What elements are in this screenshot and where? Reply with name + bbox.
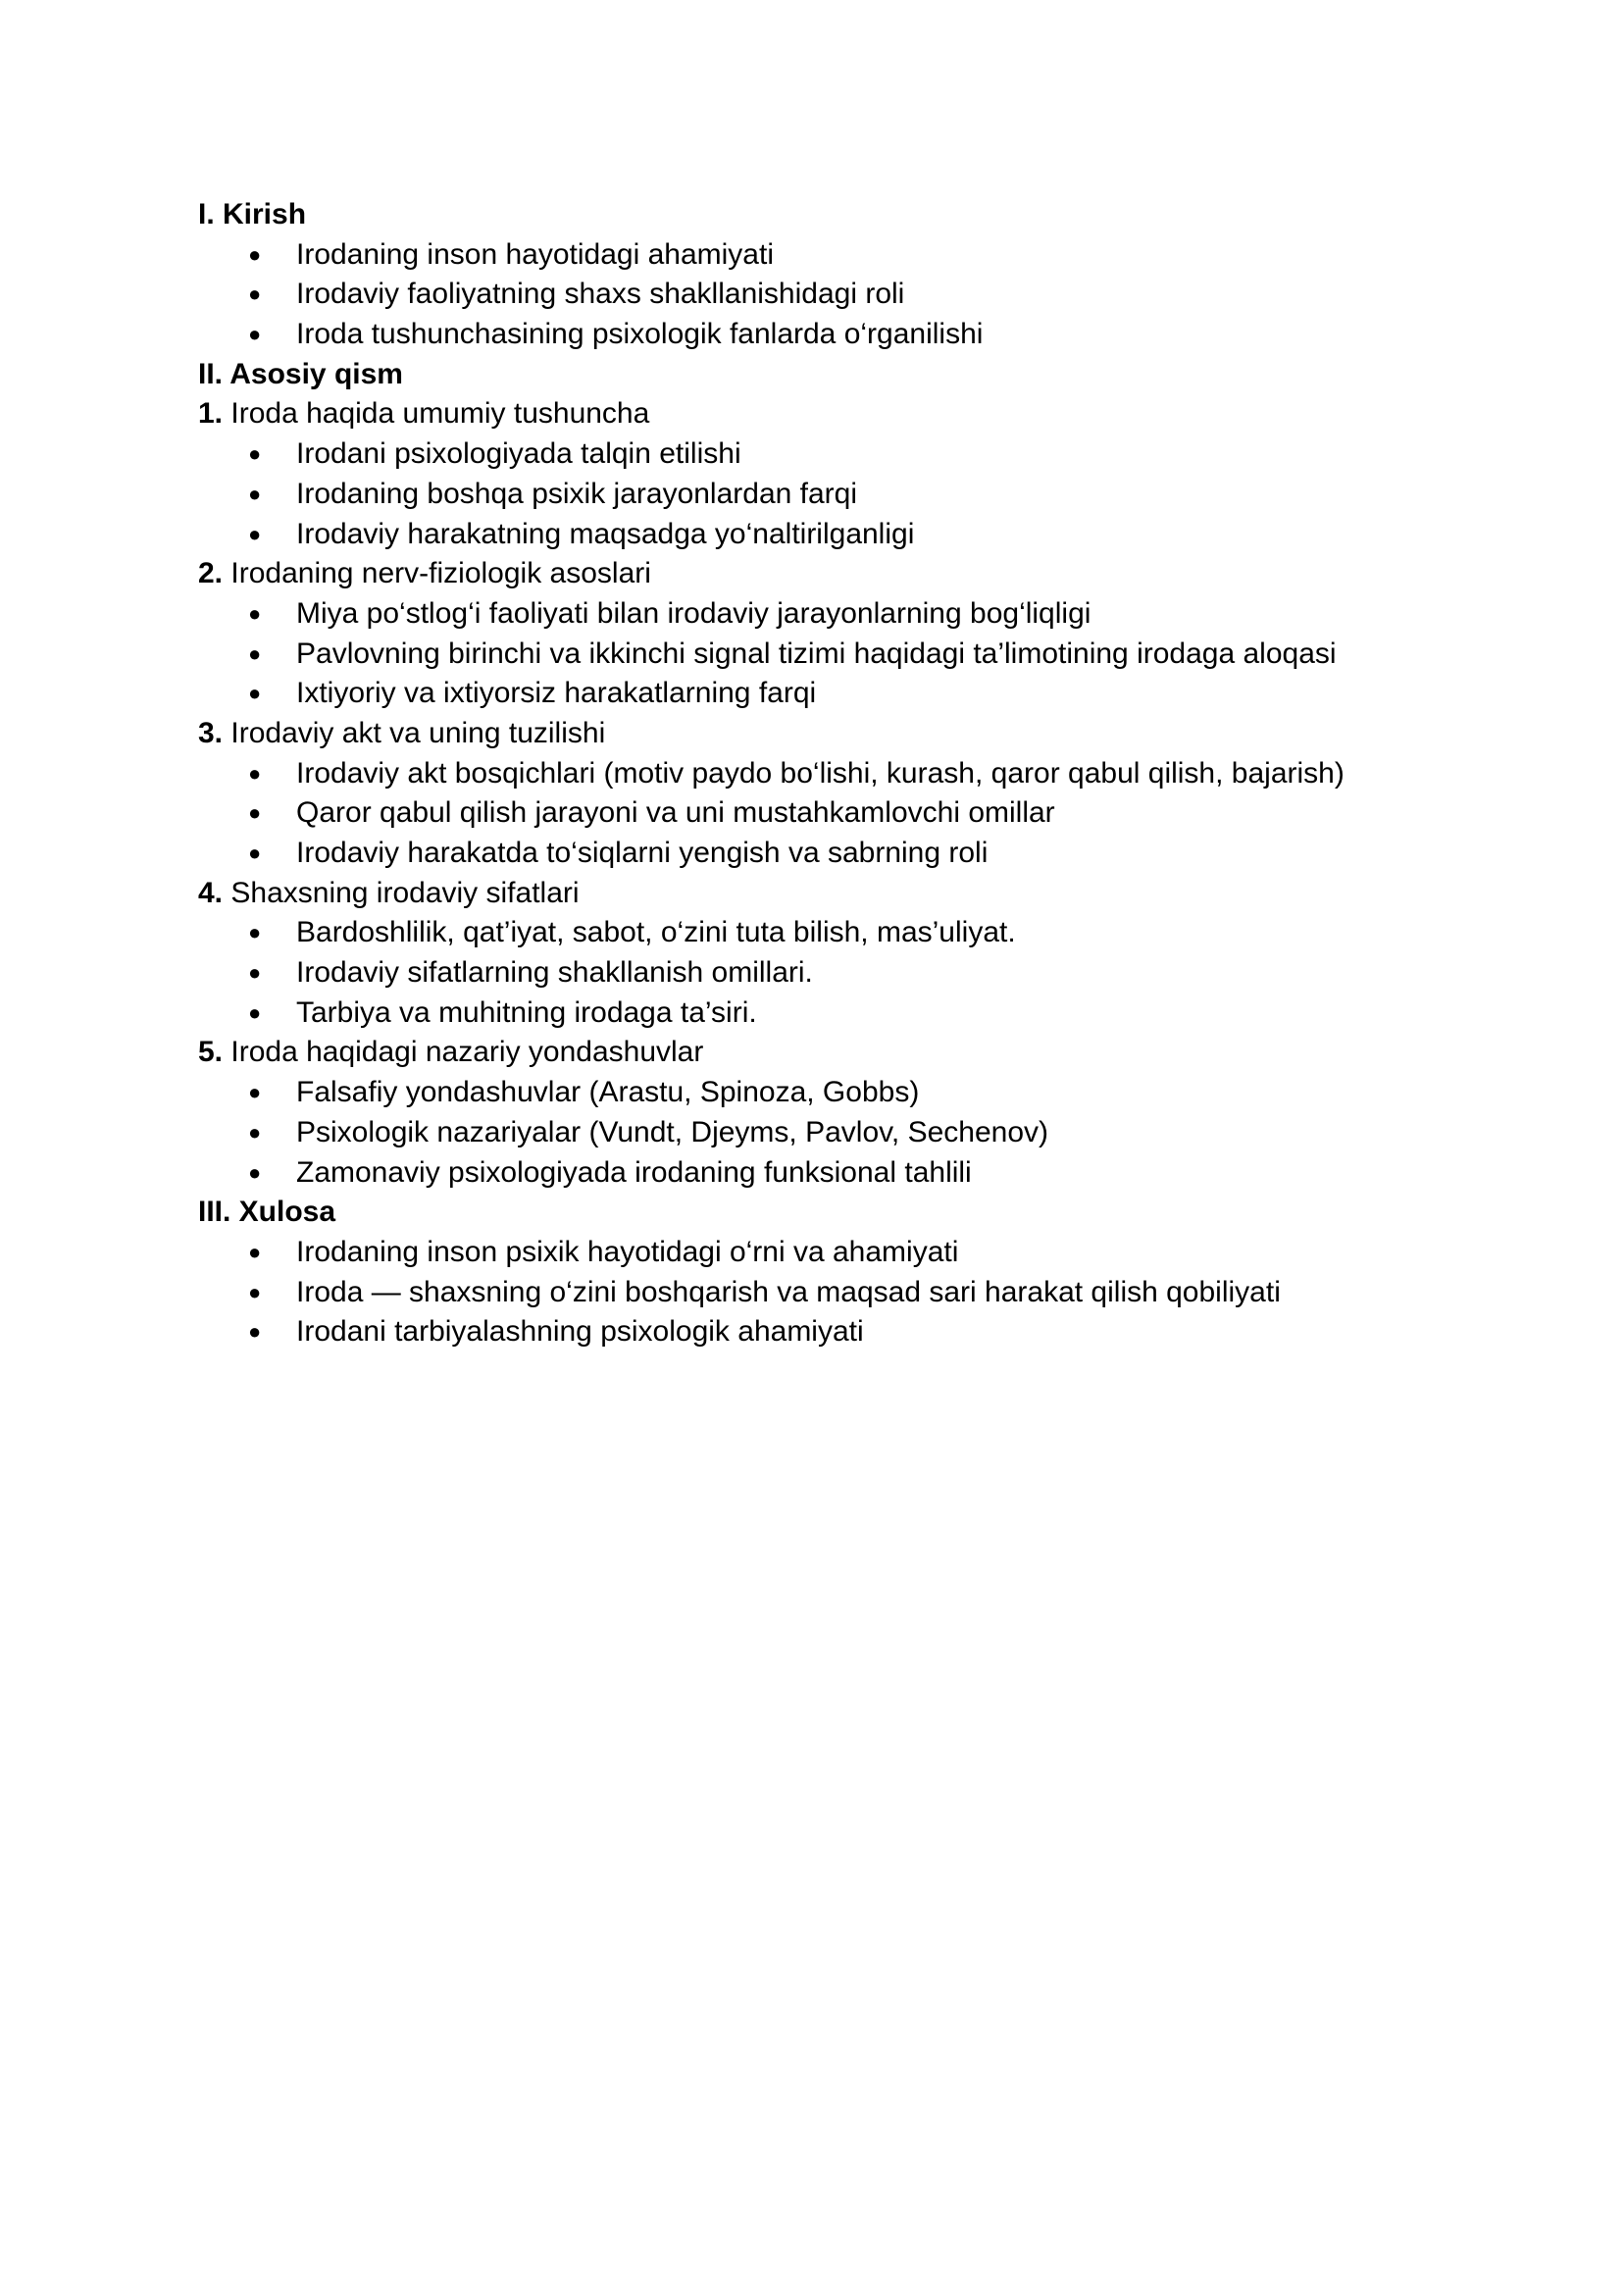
list-item-text: Irodani tarbiyalashning psixologik ahamiyati xyxy=(296,1315,864,1349)
list-item-text: Tarbiya va muhitning irodaga ta’siri. xyxy=(296,995,757,1029)
bullet-icon: ● xyxy=(248,1119,262,1145)
list-item-text: Irodaviy sifatlarning shakllanish omillari. xyxy=(296,956,813,990)
list-item-text: Ixtiyoriy va ixtiyorsiz harakatlarning farqi xyxy=(296,677,817,710)
conclusion-heading: III. Xulosa xyxy=(198,1196,336,1229)
bullet-icon: ● xyxy=(248,281,262,307)
list-item xyxy=(198,594,1434,635)
outline xyxy=(198,195,1434,1352)
list-item-text: Miya po‘stlog‘i faoliyati bilan irodaviy jarayonlarning bog‘liqligi xyxy=(296,596,1091,630)
bullet-icon: ● xyxy=(248,681,262,706)
bullet-icon: ● xyxy=(248,322,262,347)
bullet-icon: ● xyxy=(248,1080,262,1105)
section-title xyxy=(198,714,1434,754)
section-number: 5. xyxy=(198,1036,224,1069)
list-item xyxy=(198,235,1434,276)
list-item xyxy=(198,1113,1434,1153)
list-item xyxy=(198,515,1434,555)
list-item-text: Zamonaviy psixologiyada irodaning funksional tahlili xyxy=(296,1155,972,1189)
bullet-icon: ● xyxy=(248,521,262,546)
bullet-icon: ● xyxy=(248,481,262,506)
section-title-text: Iroda haqidagi nazariy yondashuvlar xyxy=(230,1036,704,1069)
bullet-icon: ● xyxy=(248,441,262,467)
list-item-text: Irodaning boshqa psixik jarayonlardan farqi xyxy=(296,477,858,510)
list-item xyxy=(198,834,1434,874)
list-item-text: Irodaning inson hayotidagi ahamiyati xyxy=(296,237,774,271)
bullet-icon: ● xyxy=(248,841,262,865)
section-number: 1. xyxy=(198,397,224,431)
list-item-text: Irodaviy harakatda to‘siqlarni yengish va sabrning roli xyxy=(296,837,989,869)
list-item-text: Bardoshlilik, qat’iyat, sabot, o‘zini tuta bilish, mas’uliyat. xyxy=(296,916,1016,949)
bullet-icon: ● xyxy=(248,1239,262,1264)
list-item xyxy=(198,754,1434,794)
list-item xyxy=(198,1073,1434,1113)
intro-heading: I. Kirish xyxy=(198,198,307,230)
list-item xyxy=(198,1233,1434,1273)
list-item xyxy=(198,1273,1434,1313)
list-item xyxy=(198,475,1434,515)
bullet-icon: ● xyxy=(248,999,262,1025)
list-item-text: Falsafiy yondashuvlar (Arastu, Spinoza, Gobbs) xyxy=(296,1076,920,1109)
list-item xyxy=(198,275,1434,315)
section-title-text: Iroda haqida umumiy tushuncha xyxy=(230,397,650,431)
main-heading: II. Asosiy qism xyxy=(198,357,403,390)
list-item-text: Irodani psixologiyada talqin etilishi xyxy=(296,437,741,471)
list-item xyxy=(198,994,1434,1034)
section-title xyxy=(198,394,1434,434)
bullet-icon: ● xyxy=(248,1159,262,1185)
list-item-text: Irodaviy faoliyatning shaxs shakllanishidagi roli xyxy=(296,278,905,311)
bullet-icon: ● xyxy=(248,600,262,626)
list-item xyxy=(198,1153,1434,1194)
bullet-icon: ● xyxy=(248,1319,262,1345)
section-title-text: Irodaviy akt va uning tuzilishi xyxy=(230,716,606,749)
list-item xyxy=(198,674,1434,714)
section-number: 4. xyxy=(198,876,224,909)
bullet-icon: ● xyxy=(248,1279,262,1304)
bullet-icon: ● xyxy=(248,241,262,267)
bullet-icon: ● xyxy=(248,800,262,826)
section-number: 2. xyxy=(198,557,224,590)
list-item-text: Irodaviy akt bosqichlari (motiv paydo bo‘lishi, kurash, qaror qabul qilish, bajarish) xyxy=(296,756,1345,790)
list-item xyxy=(198,434,1434,475)
list-item xyxy=(198,315,1434,355)
section-title xyxy=(198,874,1434,914)
section-title xyxy=(198,554,1434,594)
list-item-text: Psixologik nazariyalar (Vundt, Djeyms, Pavlov, Sechenov) xyxy=(296,1115,1048,1148)
list-item-text: Irodaviy harakatning maqsadga yo‘naltirilganligi xyxy=(296,517,915,550)
list-item xyxy=(198,913,1434,953)
bullet-icon: ● xyxy=(248,760,262,786)
list-item-text: Pavlovning birinchi va ikkinchi signal tizimi haqidagi ta’limotining irodaga aloqasi xyxy=(296,637,1337,670)
list-item-text: Iroda tushunchasining psixologik fanlarda o‘rganilishi xyxy=(296,318,984,351)
bullet-icon: ● xyxy=(248,960,262,986)
list-item xyxy=(198,635,1434,675)
section-title-text: Shaxsning irodaviy sifatlari xyxy=(230,876,580,909)
list-item xyxy=(198,1312,1434,1352)
bullet-icon: ● xyxy=(248,640,262,666)
list-item-text: Iroda — shaxsning o‘zini boshqarish va maqsad sari harakat qilish qobiliyati xyxy=(296,1275,1281,1308)
section-title-text: Irodaning nerv-fiziologik asoslari xyxy=(230,557,651,590)
section-number: 3. xyxy=(198,716,224,749)
section-title xyxy=(198,1033,1434,1073)
list-item xyxy=(198,793,1434,834)
bullet-icon: ● xyxy=(248,920,262,945)
list-item-text: Irodaning inson psixik hayotidagi o‘rni va ahamiyati xyxy=(296,1235,959,1268)
list-item-text: Qaror qabul qilish jarayoni va uni mustahkamlovchi omillar xyxy=(296,796,1055,830)
list-item xyxy=(198,953,1434,994)
